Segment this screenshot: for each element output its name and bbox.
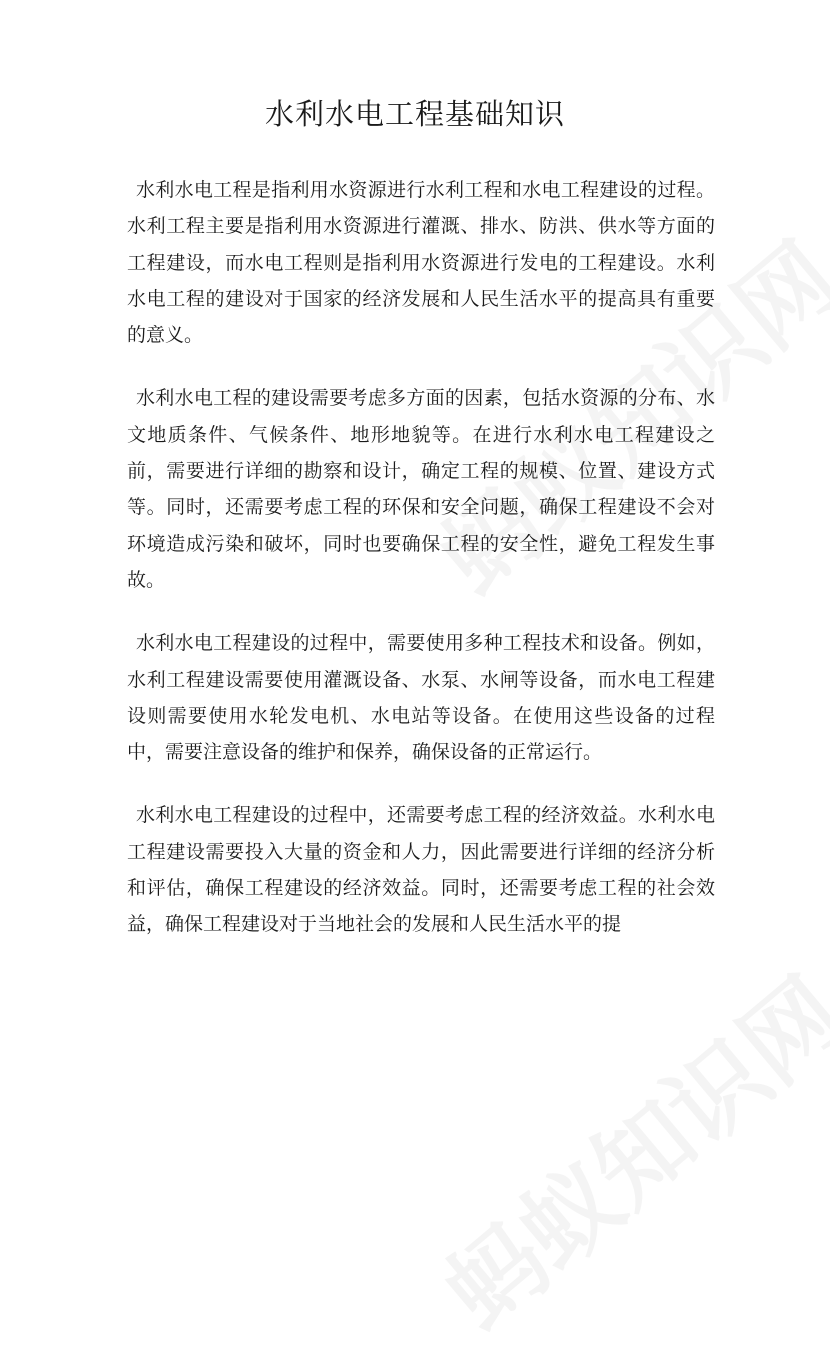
document-title: 水利水电工程基础知识: [264, 97, 565, 131]
paragraph-2: 水利水电工程的建设需要考虑多方面的因素，包括水资源的分布、水文地质条件、气候条件、地形地貌等。在进行水利水电工程建设之前，需要进行详细的勘察和设计，确定工程的规模、位置、建设方式等。同时，还需要考虑工程的环保和安全问题，确保工程建设不会对环境造成污染和破坏，同时也要确保工程的安全性，避免工程发生事故。: [127, 387, 715, 591]
document-body: [127, 172, 715, 970]
paragraph-4: 水利水电工程建设的过程中，还需要考虑工程的经济效益。水利水电工程建设需要投入大量的资金和人力，因此需要进行详细的经济分析和评估，确保工程建设的经济效益。同时，还需要考虑工程的社会效益，确保工程建设对于当地社会的发展和人民生活水平的提: [127, 804, 715, 936]
paragraph-1: 水利水电工程是指利用水资源进行水利工程和水电工程建设的过程。水利工程主要是指利用水资源进行灌溉、排水、防洪、供水等方面的工程建设，而水电工程则是指利用水资源进行发电的工程建设。水利水电工程的建设对于国家的经济发展和人民生活水平的提高具有重要的意义。: [127, 179, 715, 347]
watermark: [412, 942, 830, 1355]
paragraph-3: 水利水电工程建设的过程中，需要使用多种工程技术和设备。例如，水利工程建设需要使用灌溉设备、水泵、水闸等设备，而水电工程建设则需要使用水轮发电机、水电站等设备。在使用这些设备的过程中，需要注意设备的维护和保养，确保设备的正常运行。: [127, 632, 715, 764]
